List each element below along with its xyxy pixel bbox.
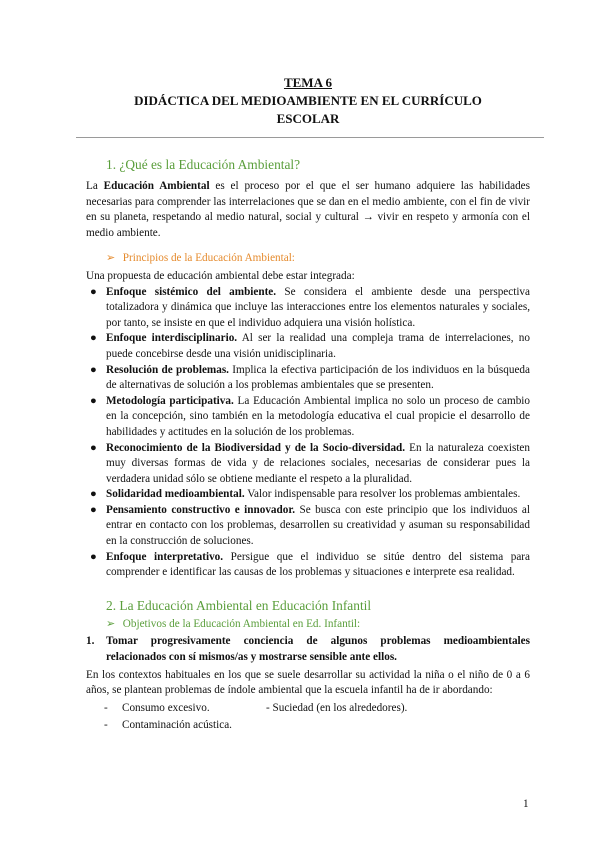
- objectives-list: [86, 634, 530, 665]
- problem-item: Contaminación acústica.: [122, 718, 232, 731]
- bullet-icon: ●: [90, 550, 97, 563]
- principles-lead: Una propuesta de educación ambiental debe estar integrada:: [86, 269, 355, 282]
- bullet-icon: ●: [90, 441, 97, 454]
- dash-bullet: -: [104, 718, 108, 731]
- list-item: [86, 718, 530, 735]
- environmental-problems-list: [86, 701, 530, 735]
- principle-term: Solidaridad medioambiental.: [106, 488, 245, 501]
- title-divider: [76, 137, 544, 138]
- bullet-icon: ●: [90, 488, 97, 501]
- section-1-intro: [86, 179, 530, 241]
- title-line-1: TEMA 6: [283, 75, 333, 90]
- bullet-icon: ●: [90, 363, 97, 376]
- problem-item-secondary: - Suciedad (en los alrededores).: [266, 701, 408, 714]
- intro-prefix: La: [86, 180, 104, 192]
- objective-number: 1.: [86, 635, 95, 648]
- principles-heading-text: Principios de la Educación Ambiental:: [122, 252, 295, 265]
- objectives-heading: [106, 617, 530, 633]
- title-line-2: DIDÁCTICA DEL MEDIOAMBIENTE EN EL CURRÍCULO: [134, 93, 482, 108]
- intro-term: Educación Ambiental: [103, 180, 210, 192]
- principle-term: Resolución de problemas.: [106, 363, 229, 376]
- bullet-icon: ●: [90, 332, 97, 345]
- principle-text: En la naturaleza coexisten muy diversas formas de vida y de relaciones sociales, necesarias de considerar pues la verdadera unidad sólo se obtiene mediante el respeto a la pluralidad.: [106, 441, 530, 485]
- principle-text: Implica la efectiva participación de los individuos en la búsqueda de alternativas de solución a los problemas ambientales que se presenten.: [106, 363, 530, 392]
- dash-bullet: -: [104, 701, 108, 714]
- bullet-icon: ●: [90, 503, 97, 516]
- arrow-bullet-icon: ➢: [106, 252, 116, 265]
- bullet-icon: ●: [90, 394, 97, 407]
- principle-term: Metodología participativa.: [106, 394, 234, 407]
- principle-term: Enfoque interdisciplinario.: [106, 332, 238, 345]
- principle-term: Enfoque sistémico del ambiente.: [106, 285, 277, 298]
- section-2-paragraph: En los contextos habituales en los que se suele desarrollar su actividad la niña o el niño de 0 a 6 años, se plantean problemas de índole ambiental que la escuela infantil ha de ir abordando:: [86, 668, 530, 697]
- page-number: 1: [523, 798, 529, 810]
- title-line-3: ESCOLAR: [276, 111, 340, 126]
- principle-term: Reconocimiento de la Biodiversidad y de la Socio-diversidad.: [106, 441, 406, 454]
- principle-text: Valor indispensable para resolver los problemas ambientales.: [244, 488, 521, 501]
- intro-text: es el proceso por el que el ser humano adquiere las habilidades necesarias para comprender las interrelaciones que se dan en el medio ambiente, con el fin de vivir en su planeta, respetando al medio natural, social y cultural → vivir en respeto y armonía con el medio ambiente.: [86, 180, 530, 239]
- principle-text: Se busca con este principio que los individuos al entrar en contacto con los problemas, desarrollen su creatividad y asuman su responsabilidad en la construcción de soluciones.: [106, 503, 530, 548]
- document-title: [86, 74, 530, 128]
- bullet-icon: ●: [90, 285, 97, 298]
- list-item: [86, 701, 530, 718]
- page-content: [86, 74, 530, 735]
- list-item: [86, 503, 530, 550]
- principle-term: Enfoque interpretativo.: [106, 550, 224, 563]
- list-item: [86, 634, 530, 665]
- list-item: [86, 394, 530, 441]
- list-item: [86, 441, 530, 488]
- arrow-bullet-icon: ➢: [106, 617, 116, 630]
- principle-text: Persigue que el individuo se sitúe dentro del sistema para comprender e identificar las causas de los problemas y situaciones e interprete esa realidad.: [106, 550, 530, 579]
- principles-list: [86, 285, 530, 581]
- section-1-heading: 1. ¿Qué es la Educación Ambiental?: [106, 157, 301, 172]
- principle-text: Se considera el ambiente desde una perspectiva totalizadora y dinámica que incluye las interacciones entre los elementos naturales y sociales, por tanto, se insiste en que el individuo adquiera una visión holística.: [106, 285, 530, 329]
- principle-term: Pensamiento constructivo e innovador.: [106, 503, 296, 516]
- principle-text: Al ser la realidad una compleja trama de interrelaciones, no puede concebirse desde una visión unidisciplinaria.: [106, 332, 530, 360]
- list-item: [86, 550, 530, 581]
- section-2-heading: 2. La Educación Ambiental en Educación Infantil: [106, 597, 372, 613]
- list-item: [86, 487, 530, 503]
- objectives-heading-text: Objetivos de la Educación Ambiental en Ed. Infantil:: [122, 617, 361, 630]
- list-item: [86, 363, 530, 394]
- list-item: [86, 331, 530, 362]
- problem-item: Consumo excesivo.: [122, 701, 210, 714]
- principles-heading: [106, 251, 530, 267]
- principle-text: La Educación Ambiental implica no solo un proceso de cambio en la concepción, sino también en la metodología educativa el cual propicie el desarrollo de habilidades y actitudes en la solución de los problemas.: [106, 394, 530, 438]
- objective-text: Tomar progresivamente conciencia de algunos problemas medioambientales relacionados con sí mismos/as y mostrarse sensible ante ellos.: [106, 635, 530, 664]
- list-item: [86, 285, 530, 332]
